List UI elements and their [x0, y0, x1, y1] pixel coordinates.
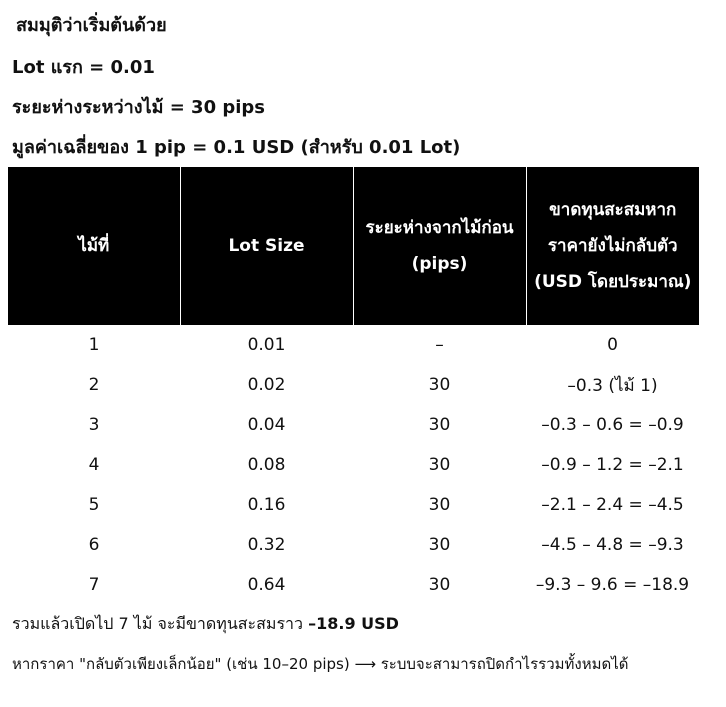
table-row: [8, 565, 699, 605]
cell-distance: 30: [428, 415, 451, 435]
cell-order: 5: [88, 495, 100, 515]
table-row: [8, 405, 699, 445]
header-distance: ระยะห่างจากไม้ก่อน (pips): [353, 167, 526, 325]
table-row: [8, 445, 699, 485]
cell-loss: –4.5 – 4.8 = –9.3: [541, 535, 684, 555]
cell-loss: –0.3 (ไม้ 1): [567, 375, 658, 396]
cell-lot: 0.04: [247, 415, 286, 435]
cell-order: 1: [88, 335, 100, 355]
pip-value-text: มูลค่าเฉลี่ยของ 1 pip = 0.1 USD (สำหรับ 0.01 Lot): [12, 137, 461, 158]
table-header-row: [8, 167, 699, 325]
table-row: [8, 525, 699, 565]
cell-lot: 0.02: [247, 375, 286, 395]
cell-loss: –9.3 – 9.6 = –18.9: [535, 575, 690, 595]
header-lot-size: Lot Size: [180, 167, 353, 325]
cell-distance: 30: [428, 575, 451, 595]
summary-text: [12, 612, 399, 637]
cell-lot: 0.64: [247, 575, 286, 595]
cell-lot: 0.08: [247, 455, 286, 475]
cell-order: 4: [88, 455, 100, 475]
cell-lot: 0.32: [247, 535, 286, 555]
table-row: [8, 485, 699, 525]
cell-loss: 0: [607, 335, 618, 355]
cell-order: 7: [88, 575, 100, 595]
cell-distance: 30: [428, 455, 451, 475]
cell-distance: 30: [428, 375, 451, 395]
table-row: [8, 325, 699, 365]
cell-distance: 30: [428, 535, 451, 555]
cell-distance: 30: [428, 495, 451, 515]
header-loss: ขาดทุนสะสมหากราคายังไม่กลับตัว (USD โดยประมาณ): [526, 167, 699, 325]
table-row: [8, 365, 699, 405]
summary-value: –18.9 USD: [308, 614, 399, 633]
spacing-text: ระยะห่างระหว่างไม้ = 30 pips: [12, 97, 266, 118]
cell-loss: –2.1 – 2.4 = –4.5: [541, 495, 684, 515]
first-lot-text: Lot แรก = 0.01: [12, 57, 155, 78]
header-order: ไม้ที่: [8, 167, 180, 325]
cell-order: 3: [88, 415, 100, 435]
cell-order: 6: [88, 535, 100, 555]
martingale-table: [8, 167, 699, 605]
cell-distance: –: [435, 335, 444, 355]
intro-heading: สมมุติว่าเริ่มต้นด้วย: [16, 15, 167, 36]
cell-loss: –0.9 – 1.2 = –2.1: [541, 455, 684, 475]
cell-lot: 0.01: [247, 335, 286, 355]
cell-order: 2: [88, 375, 100, 395]
cell-lot: 0.16: [247, 495, 286, 515]
cell-loss: –0.3 – 0.6 = –0.9: [541, 415, 684, 435]
summary-prefix: รวมแล้วเปิดไป 7 ไม้ จะมีขาดทุนสะสมราว: [12, 614, 309, 633]
note-text: หากราคา "กลับตัวเพียงเล็กน้อย" (เช่น 10–20 pips) ⟶ ระบบจะสามารถปิดกำไรรวมทั้งหมดได้: [12, 655, 629, 673]
